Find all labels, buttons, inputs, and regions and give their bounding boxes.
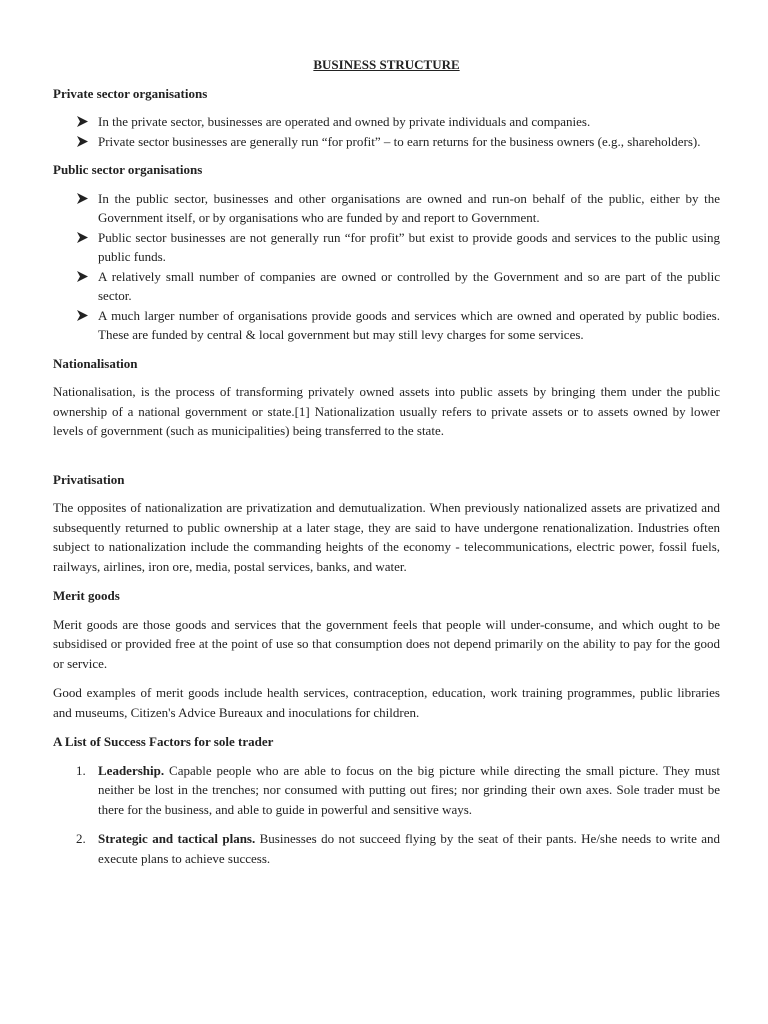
spacer: [53, 451, 720, 470]
merit-goods-paragraph-2: Good examples of merit goods include health services, contraception, education, work training programmes, public libraries and museums, Citizen's Advice Bureaux and inoculations for children.: [53, 685, 720, 720]
document-page: [53, 55, 720, 878]
heading-nationalisation: Nationalisation: [53, 355, 138, 371]
arrowhead-bullet-icon: [77, 189, 91, 204]
arrowhead-bullet-icon: [77, 306, 91, 321]
arrowhead-bullet-icon: [77, 267, 91, 282]
factor-title: Leadership.: [98, 762, 165, 778]
list-item: [53, 829, 720, 868]
factor-text: Capable people who are able to focus on the big picture while directing the small picture. They must neither be lost in the trenches; nor consumed with putting out fires; nor grinding their own axes. Sole trader must be there for the business, and able to guide in powerful and sensitive ways.: [98, 762, 720, 817]
list-number: 1.: [76, 762, 86, 778]
heading-success-factors: A List of Success Factors for sole trader: [53, 734, 274, 749]
heading-public-sector: Public sector organisations: [53, 162, 203, 177]
factor-title: Strategic and tactical plans.: [98, 831, 256, 846]
nationalisation-paragraph: Nationalisation, is the process of transforming privately owned assets into public assets by bringing them under the public ownership of a national government or state.[1] Nationalization usually refers to private assets or to assets owned by lower levels of government (such as municipalities) being transferred to the state.: [53, 384, 720, 438]
list-item: In the private sector, businesses are operated and owned by private individuals and companies.: [53, 112, 720, 132]
merit-goods-paragraph-1: Merit goods are those goods and services that the government feels that people will under-consume, and which ought to be subsidised or provided free at the point of use so that consumption does not depend primarily on the ability to pay for the good or service.: [53, 616, 720, 671]
arrowhead-bullet-icon: [77, 112, 91, 127]
public-sector-list: [53, 189, 720, 345]
list-number: 2.: [76, 831, 86, 846]
privatisation-paragraph: The opposites of nationalization are privatization and demutualization. When previously nationalized assets are privatized and subsequently returned to public ownership at a later stage, they are said to have undergone renationalization. Industries often subject to nationalization include the commanding heights of the economy - telecommunications, electric power, fossil fuels, railways, airlines, iron ore, media, postal services, banks, and water.: [53, 500, 720, 574]
heading-private-sector: Private sector organisations: [53, 85, 208, 101]
heading-privatisation: Privatisation: [53, 471, 125, 487]
arrowhead-bullet-icon: [77, 228, 91, 243]
list-item: In the public sector, businesses and other organisations are owned and run-on behalf of the public, either by the Government itself, or by organisations who are funded by and report to Government.: [53, 189, 720, 228]
arrowhead-bullet-icon: [77, 132, 91, 147]
heading-merit-goods: Merit goods: [53, 588, 120, 603]
list-item: Public sector businesses are not generally run “for profit” but exist to provide goods and services to the public using public funds.: [53, 228, 720, 267]
list-item: [53, 761, 720, 820]
list-item: A much larger number of organisations provide goods and services which are owned and operated by public bodies. These are funded by central & local government but may still levy charges for some services.: [53, 306, 720, 345]
factor-text: Businesses do not succeed flying by the seat of their pants. He/she needs to write and execute plans to achieve success.: [98, 831, 720, 866]
list-item: A relatively small number of companies are owned or controlled by the Government and so are part of the public sector.: [53, 267, 720, 306]
list-item: Private sector businesses are generally run “for profit” – to earn returns for the business owners (e.g., shareholders).: [53, 132, 720, 152]
private-sector-list: [53, 112, 720, 151]
document-title: BUSINESS STRUCTURE: [313, 57, 460, 72]
success-factors-list: [53, 761, 720, 869]
